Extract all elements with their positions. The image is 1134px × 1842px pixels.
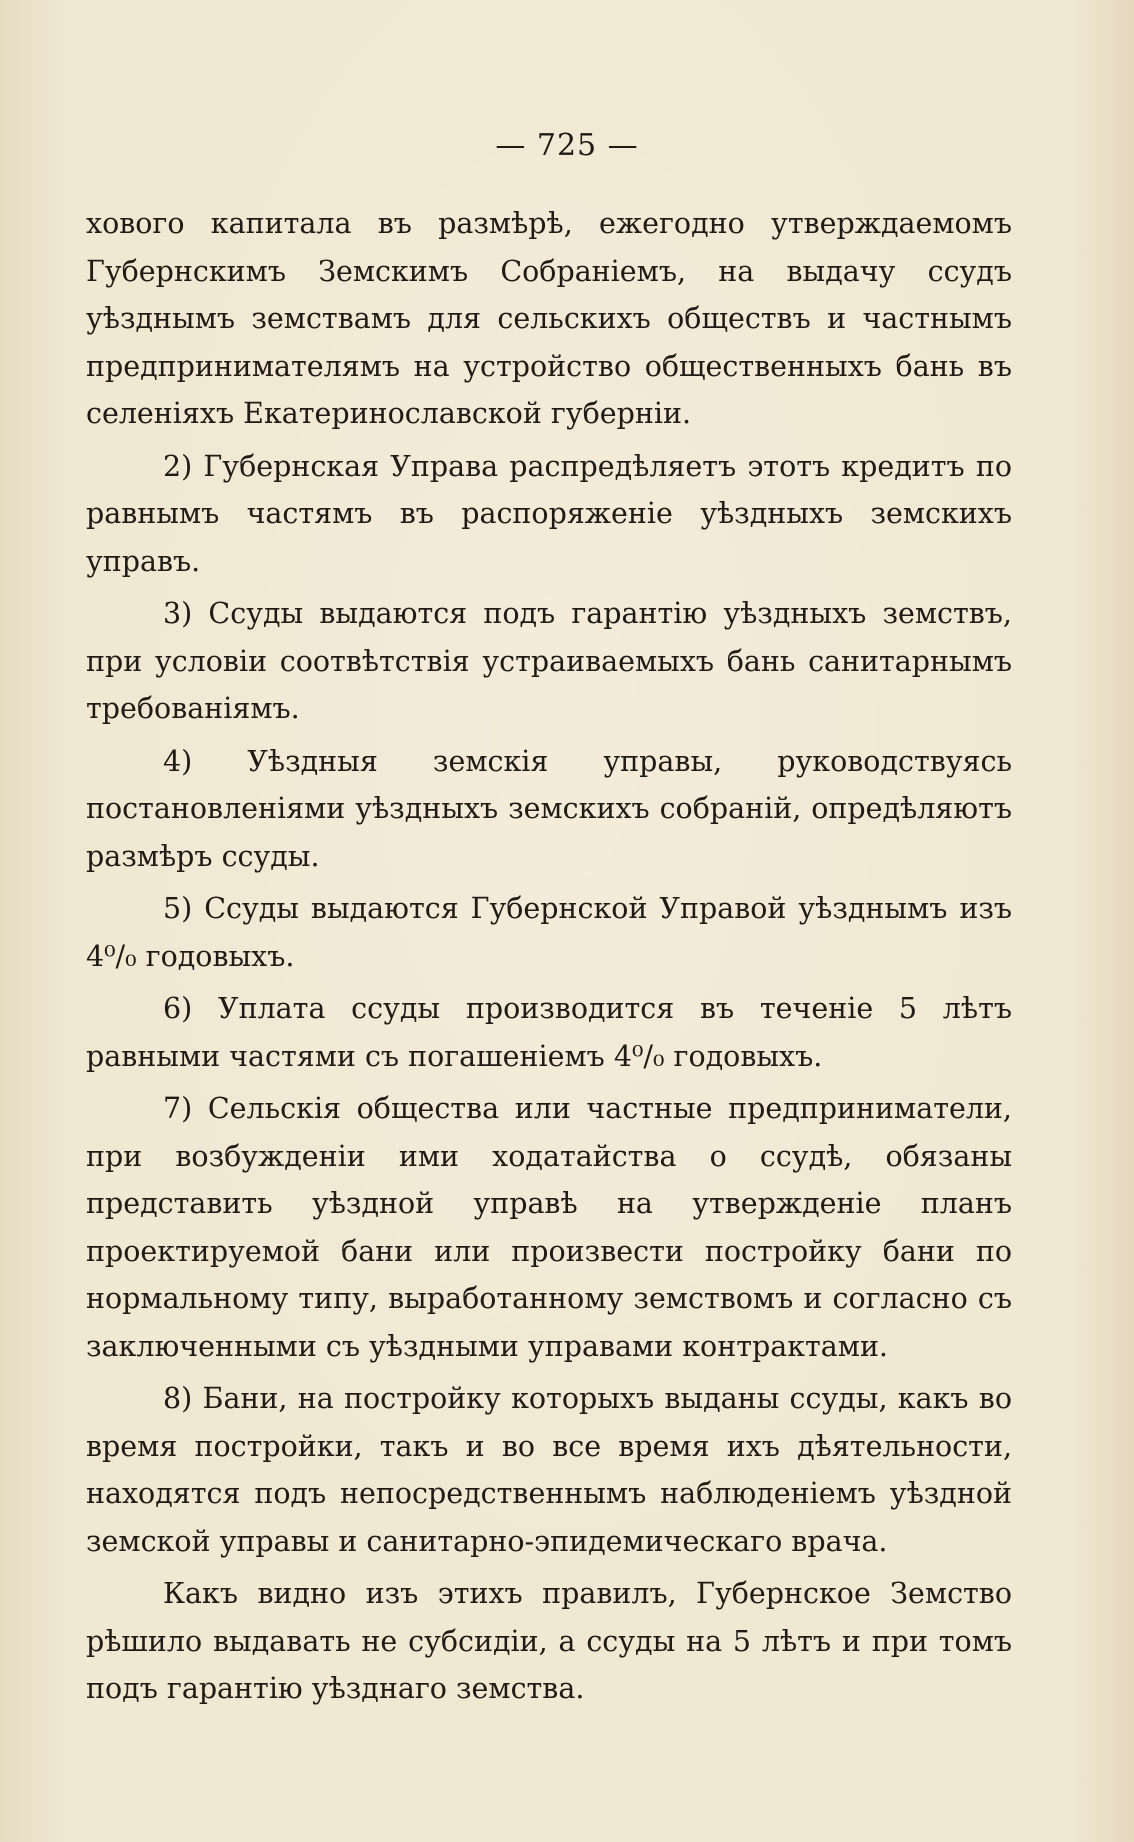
paragraph-conclusion: Какъ видно изъ этихъ правилъ, Губернское Земство рѣшило выдавать не субсидіи, а ссуды на 5 лѣтъ и при томъ подъ гарантію уѣзднаго земства.: [86, 1577, 1012, 1705]
paragraph-rule-7: 7) Сельскія общества или частные предприниматели, при возбужденіи ими ходатайства о ссудѣ, обязаны представить уѣздной управѣ на утвержденіе планъ проектируемой бани или произвести постройку бани по нормальному типу, выработанному земствомъ и согласно съ заключенными съ уѣздными управами контрактами.: [86, 1092, 1012, 1363]
paragraph-rule-6: 6) Уплата ссуды производится въ теченіе 5 лѣтъ равными частями съ погашеніемъ 4⁰/₀ годовыхъ.: [86, 992, 1012, 1073]
page-number: — 725 —: [495, 128, 639, 163]
paragraph-rule-2: 2) Губернская Управа распредѣляетъ этотъ кредитъ по равнымъ частямъ въ распоряженіе уѣздныхъ земскихъ управъ.: [86, 449, 1012, 578]
paragraph-rule-3: 3) Ссуды выдаются подъ гарантію уѣздныхъ земствъ, при условіи соотвѣтствія устраиваемыхъ бань санитарнымъ требованіямъ.: [86, 597, 1012, 725]
body-text: [86, 200, 1012, 1713]
paragraph-continuation: хового капитала въ размѣрѣ, ежегодно утверждаемомъ Губернскимъ Земскимъ Собраніемъ, на выдачу ссудъ уѣзднымъ земствамъ для сельскихъ обществъ и частнымъ предпринимателямъ на устройство общественныхъ бань въ селеніяхъ Екатеринославской губерніи.: [86, 207, 1012, 430]
paragraph-rule-8: 8) Бани, на постройку которыхъ выданы ссуды, какъ во время постройки, такъ и во все время ихъ дѣятельности, находятся подъ непосредственнымъ наблюденіемъ уѣздной земской управы и санитарно-эпидемическаго врача.: [86, 1382, 1012, 1558]
paragraph-rule-4: 4) Уѣздныя земскія управы, руководствуясь постановленіями уѣздныхъ земскихъ собраній, опредѣляютъ размѣръ ссуды.: [86, 744, 1012, 873]
paragraph-rule-5: 5) Ссуды выдаются Губернской Управой уѣзднымъ изъ 4⁰/₀ годовыхъ.: [86, 892, 1012, 973]
